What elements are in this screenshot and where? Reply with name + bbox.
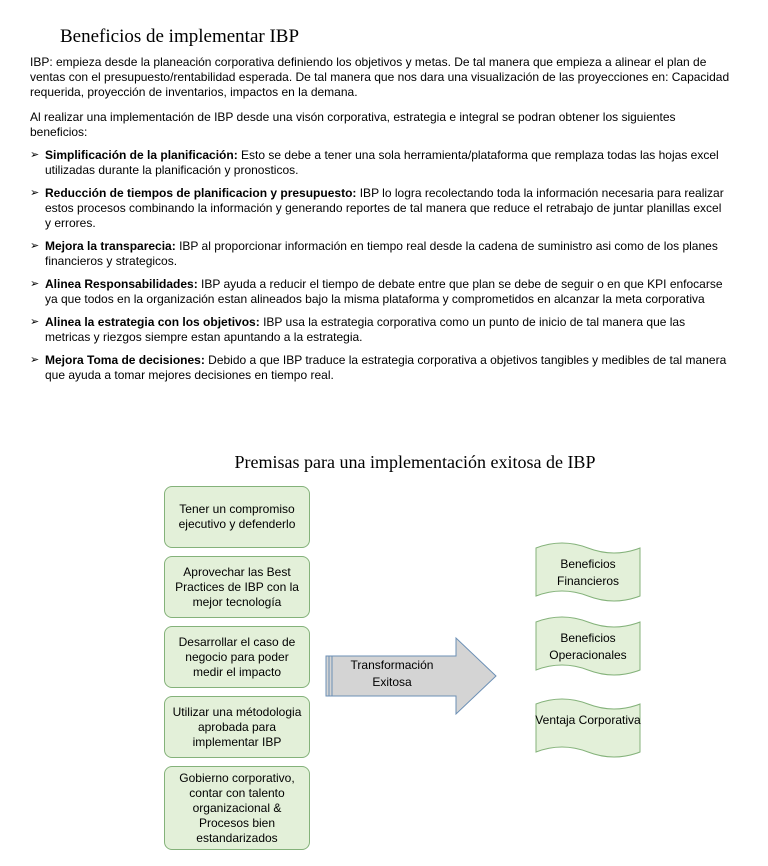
- list-item: [30, 239, 730, 269]
- benefit-text: IBP ayuda a reducir el tiempo de debate entre que plan se debe de seguir o en que KPI enfocarse ya que todos en la organización estan alineados bajo la misma plataforma y comprometidos en alcanzar la meta corporativa: [45, 277, 723, 306]
- premise-box: Tener un compromiso ejecutivo y defenderlo: [164, 486, 310, 548]
- benefit-title: Mejora la transparecia:: [45, 239, 176, 253]
- arrow-bullet-icon: ➢: [30, 149, 40, 161]
- outcome-label: Ventaja Corporativa: [535, 713, 641, 727]
- benefit-text: Debido a que IBP traduce la estrategia corporativa a objetivos tangibles y medibles de tal manera que ayuda a tomar mejores decisiones en tiempo real.: [45, 353, 727, 382]
- diagram-title: Premisas para una implementación exitosa de IBP: [234, 452, 596, 472]
- arrow-bullet-icon: ➢: [30, 278, 40, 290]
- premise-box: Desarrollar el caso de negocio para poder medir el impacto: [164, 626, 310, 688]
- list-item: [30, 277, 730, 307]
- outcome-label: Beneficios Operacionales: [549, 631, 627, 662]
- benefit-title: Mejora Toma de decisiones:: [45, 353, 205, 367]
- arrow-bullet-icon: ➢: [30, 240, 40, 252]
- premise-box: Utilizar una métodologia aprobada para implementar IBP: [164, 696, 310, 758]
- page-title: Beneficios de implementar IBP: [60, 26, 300, 47]
- list-item: [30, 315, 730, 345]
- benefit-title: Alinea Responsabilidades:: [45, 277, 198, 291]
- arrow-bullet-icon: ➢: [30, 316, 40, 328]
- list-item: [30, 186, 730, 231]
- list-item: [30, 148, 730, 178]
- list-item: [30, 353, 730, 383]
- benefit-text: IBP lo logra recolectando toda la información necesaria para realizar estos procesos combinando la información y generando reportes de tal manera que reduce el retrabajo de juntar planillas excel y errores.: [45, 186, 724, 230]
- benefit-title: Alinea la estrategia con los objetivos:: [45, 315, 260, 329]
- outcome-label: Beneficios Financieros: [556, 557, 620, 588]
- benefits-list: [30, 148, 730, 391]
- benefit-text: IBP al proporcionar información en tiempo real desde la cadena de suministro asi como de los planes financieros y strategicos.: [45, 239, 718, 268]
- benefit-title: Reducción de tiempos de planificacion y presupuesto:: [45, 186, 357, 200]
- premise-box: Gobierno corporativo, contar con talento organizacional & Procesos bien estandarizados: [164, 766, 310, 850]
- arrow-bullet-icon: ➢: [30, 354, 40, 366]
- intro-paragraph-2: Al realizar una implementación de IBP desde una visón corporativa, estrategia e integral se podran obtener los siguientes beneficios:: [30, 110, 676, 139]
- arrow-label: Transformación Exitosa: [350, 658, 434, 689]
- arrow-bullet-icon: ➢: [30, 187, 40, 199]
- premise-box: Aprovechar las Best Practices de IBP con la mejor tecnología: [164, 556, 310, 618]
- intro-paragraph: IBP: empieza desde la planeación corporativa definiendo los objetivos y metas. De tal manera que empieza a alinear el plan de ventas con el presupuesto/rentabilidad esperada. De tal manera que nos dara una visualización de las proyecciones en: Capacidad requerida, proyección de inventarios, impactos en la demana.: [30, 55, 730, 99]
- benefit-title: Simplificación de la planificación:: [45, 148, 238, 162]
- benefit-text: Esto se debe a tener una sola herramienta/plataforma que remplaza todas las hojas excel utilizadas durante la planificación y pronosticos.: [45, 148, 719, 177]
- benefit-text: IBP usa la estrategia corporativa como un punto de inicio de tal manera que las metricas y riezgos siempre estan apuntando a la estrategia.: [45, 315, 686, 344]
